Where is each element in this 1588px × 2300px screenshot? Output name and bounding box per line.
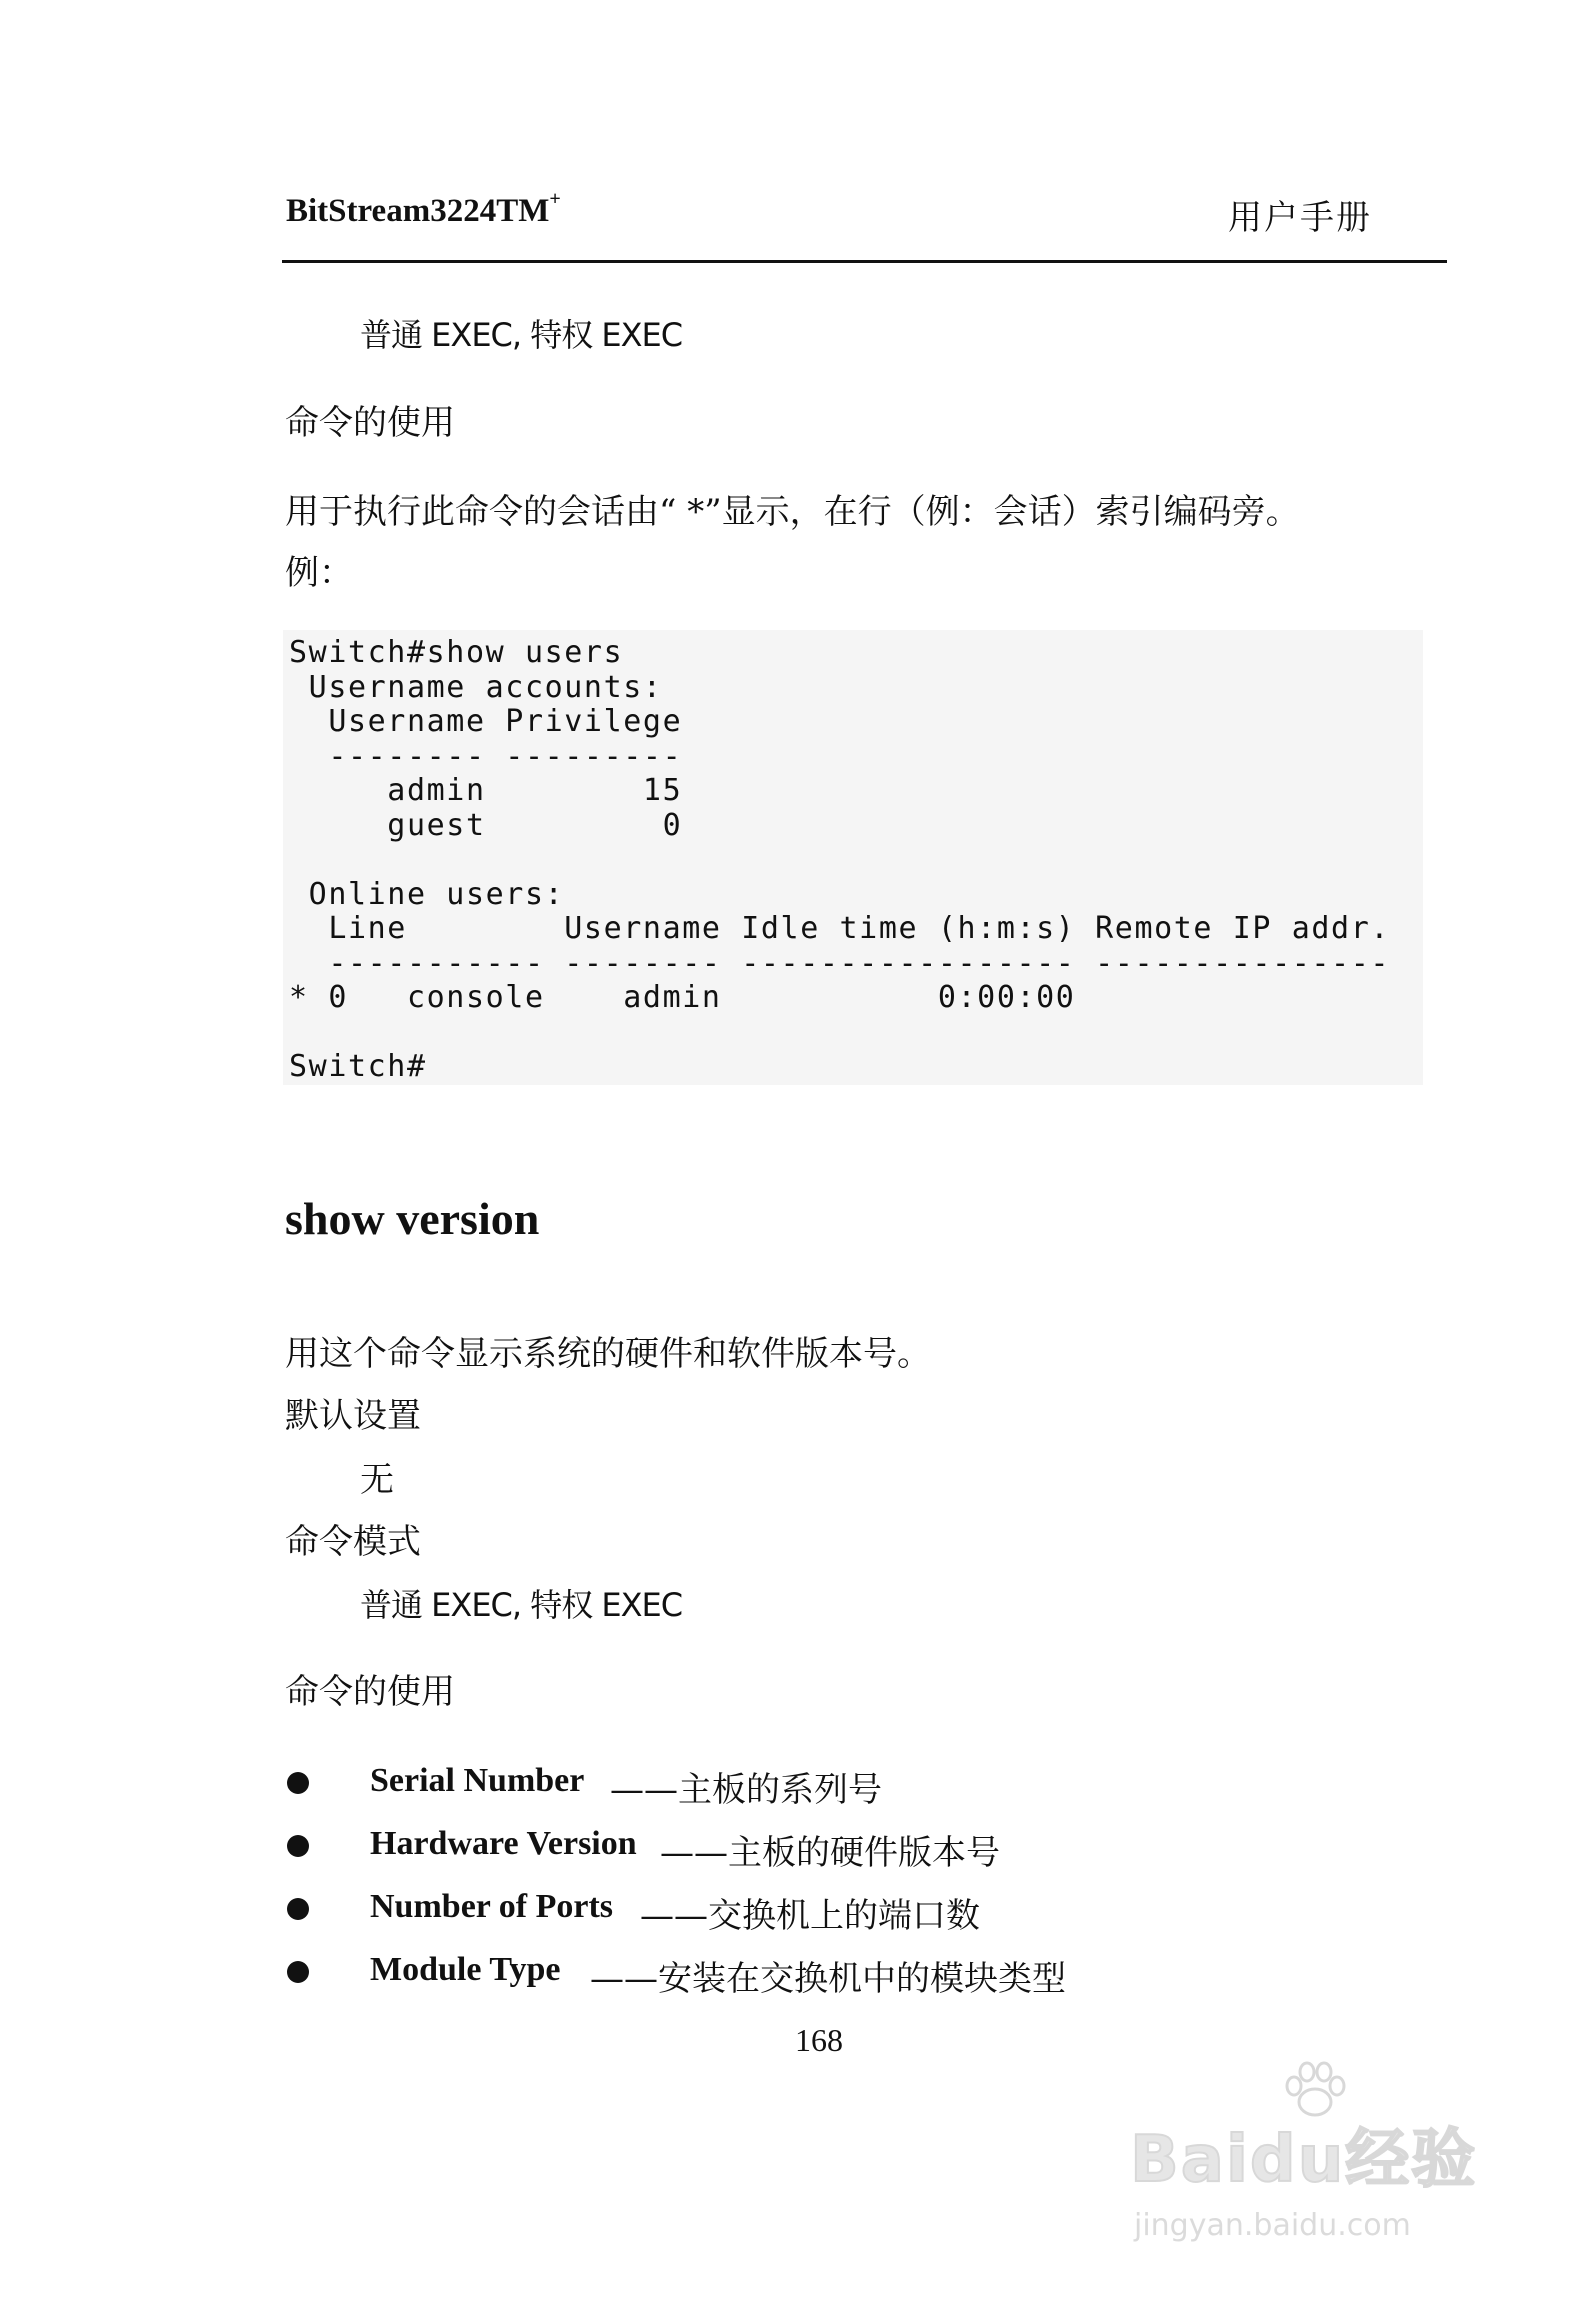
section-description: 用这个命令显示系统的硬件和软件版本号。 — [285, 1334, 931, 1374]
example-label: 例： — [285, 553, 353, 593]
default-heading: 默认设置 — [285, 1396, 421, 1436]
code-example-text: Switch#show users Username accounts: Username Privilege -------- --------- admin 15 guest 0 Online users: Line Username Idle time (h:m:s) Remote IP addr. ----------- -------- ----------------- --------------- * 0 console admin 0:00:00 Switch# — [289, 635, 1391, 1084]
bullet-term: Number of Ports — [370, 1888, 613, 1925]
bullet-icon — [287, 1835, 309, 1857]
bullet-description: ——主板的硬件版本号 — [660, 1833, 1000, 1873]
bullet-term: Serial Number — [370, 1762, 585, 1799]
bullet-description: ——安装在交换机中的模块类型 — [590, 1959, 1066, 1999]
bullet-term: Hardware Version — [370, 1825, 637, 1862]
header-manual-label: 用户手册 — [1228, 198, 1372, 238]
bullet-icon — [287, 1961, 309, 1983]
bullet-icon — [287, 1772, 309, 1794]
bullet-description: ——主板的系列号 — [610, 1770, 882, 1810]
code-example-block — [283, 630, 1423, 1085]
usage-heading-2: 命令的使用 — [285, 1672, 455, 1712]
command-mode-line: 普通 EXEC, 特权 EXEC — [360, 316, 683, 354]
bullet-description: ——交换机上的端口数 — [640, 1896, 980, 1936]
usage-text: 用于执行此命令的会话由“ *”显示，在行（例：会话）索引编码旁。 — [285, 492, 1300, 532]
watermark-logo: Baidu经验 — [1130, 2123, 1478, 2197]
baidu-watermark — [1130, 2060, 1520, 2280]
page-header — [282, 186, 1447, 263]
mode-line: 普通 EXEC, 特权 EXEC — [360, 1586, 683, 1624]
mode-heading: 命令模式 — [285, 1522, 421, 1562]
bullet-icon — [287, 1898, 309, 1920]
default-value: 无 — [360, 1460, 394, 1500]
bullet-term: Module Type — [370, 1951, 561, 1988]
watermark-url: jingyan.baidu.com — [1134, 2208, 1411, 2243]
usage-heading: 命令的使用 — [285, 403, 455, 443]
section-heading: show version — [285, 1193, 540, 1244]
header-title: BitStream3224TM+ — [286, 188, 561, 229]
page-number: 168 — [795, 2022, 843, 2058]
